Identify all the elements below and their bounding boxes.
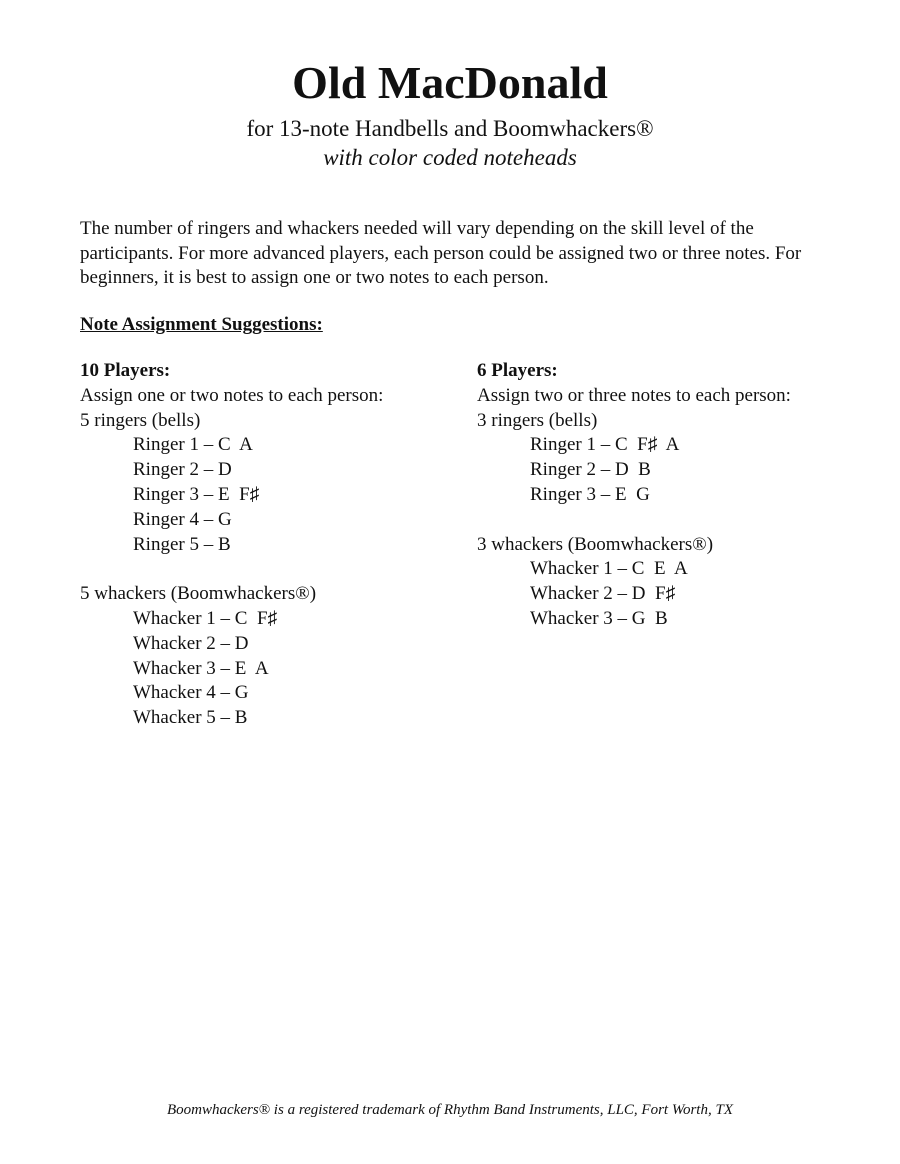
list-item: Whacker 2 – D xyxy=(133,632,249,654)
list-item: Whacker 2 – D F♯ xyxy=(530,583,676,605)
list-item: Whacker 3 – E A xyxy=(133,657,269,679)
six-players-column xyxy=(477,359,877,632)
list-item: Whacker 1 – C E A xyxy=(530,558,688,580)
page-subtitle: for 13-note Handbells and Boomwhackers® xyxy=(246,116,654,141)
spacer xyxy=(80,557,470,582)
spacer xyxy=(477,508,877,533)
list-item: Whacker 1 – C F♯ xyxy=(133,607,278,629)
page-title: Old MacDonald xyxy=(292,57,608,108)
ten-players-whackers-label: 5 whackers (Boomwhackers®) xyxy=(80,583,317,605)
trademark-footer: Boomwhackers® is a registered trademark of Rhythm Band Instruments, LLC, Fort Worth, TX xyxy=(167,1102,733,1118)
ten-players-heading: 10 Players: xyxy=(80,360,171,381)
section-heading: Note Assignment Suggestions: xyxy=(80,314,323,335)
list-item: Whacker 4 – G xyxy=(133,682,249,704)
six-players-heading: 6 Players: xyxy=(477,360,558,381)
six-players-instruction: Assign two or three notes to each person: xyxy=(477,384,791,406)
six-players-whackers-label: 3 whackers (Boomwhackers®) xyxy=(477,533,714,555)
list-item: Ringer 3 – E G xyxy=(530,483,650,505)
list-item: Ringer 1 – C F♯ A xyxy=(530,434,680,456)
list-item: Ringer 2 – D xyxy=(133,459,232,481)
list-item: Ringer 2 – D B xyxy=(530,459,651,481)
list-item: Whacker 5 – B xyxy=(133,707,248,729)
page-subtitle-italic: with color coded noteheads xyxy=(323,145,577,170)
ten-players-ringers-label: 5 ringers (bells) xyxy=(80,409,201,431)
list-item: Whacker 3 – G B xyxy=(530,607,668,629)
six-players-ringers-label: 3 ringers (bells) xyxy=(477,409,598,431)
list-item: Ringer 5 – B xyxy=(133,533,231,555)
list-item: Ringer 4 – G xyxy=(133,508,232,530)
list-item: Ringer 1 – C A xyxy=(133,434,253,456)
list-item: Ringer 3 – E F♯ xyxy=(133,483,260,505)
ten-players-column xyxy=(80,359,470,731)
ten-players-instruction: Assign one or two notes to each person: xyxy=(80,384,384,406)
intro-paragraph: The number of ringers and whackers needed will vary depending on the skill level of the participants. For more advanced players, each person could be assigned two or three notes. For beginners, it is best to assign one or two notes to each person. xyxy=(80,218,802,288)
